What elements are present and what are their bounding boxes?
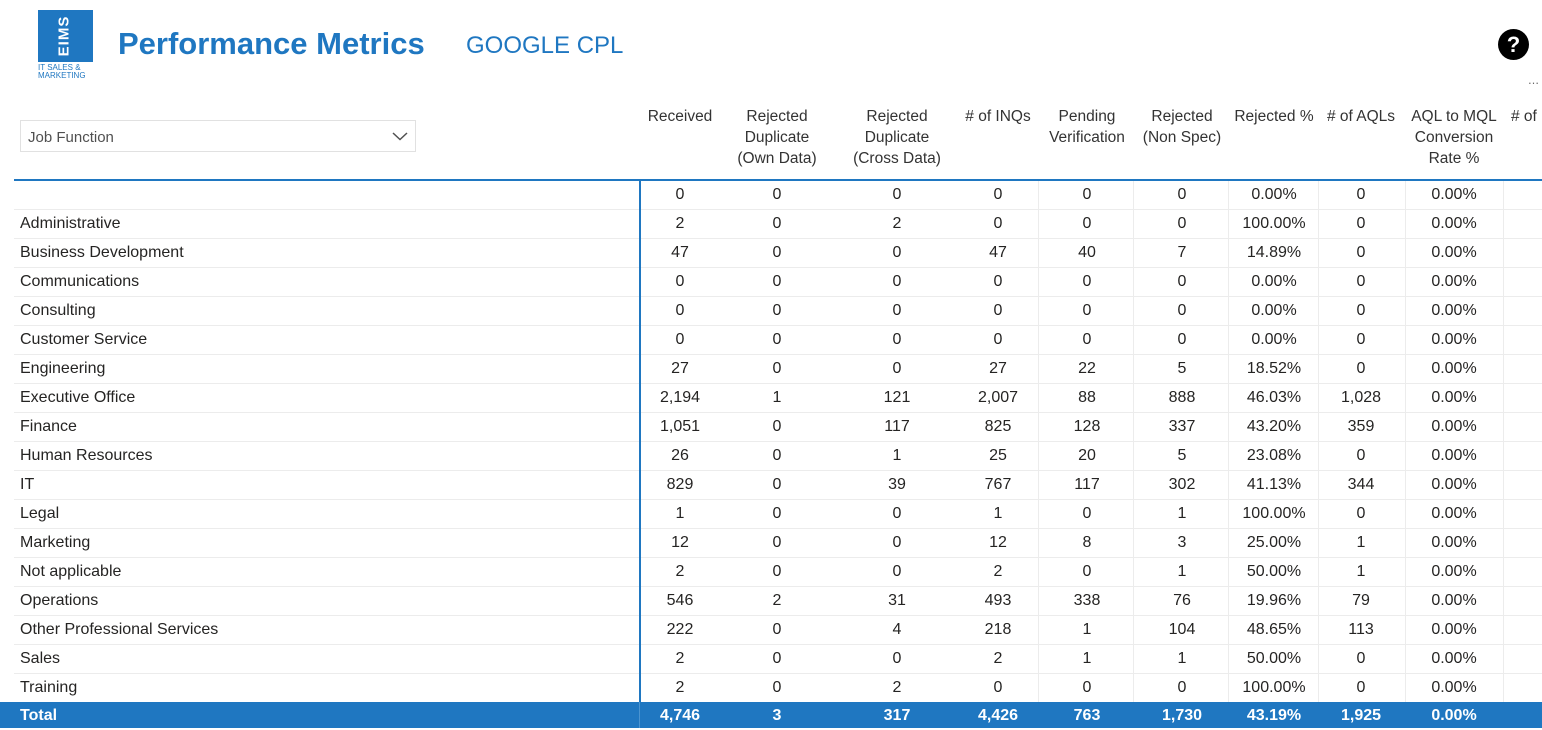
table-cell: 0	[1356, 215, 1366, 232]
row-label: Business Development	[20, 244, 184, 261]
row-label: Training	[20, 679, 78, 696]
table-cell: 0.00%	[1431, 534, 1477, 551]
table-cell: 40	[1078, 244, 1096, 261]
total-row	[0, 702, 1542, 728]
row-label: Communications	[20, 273, 140, 290]
table-cell: 767	[984, 476, 1012, 493]
table-row[interactable]	[14, 355, 1542, 384]
table-cell: 47	[989, 244, 1007, 261]
column-header-line: Pending	[1058, 108, 1116, 125]
table-cell: 39	[888, 476, 906, 493]
table-cell: 0	[772, 563, 782, 580]
total-cell: 763	[1073, 707, 1101, 724]
table-row[interactable]	[14, 674, 1542, 703]
table-cell: 4	[892, 621, 902, 638]
table-cell: 0	[1177, 215, 1187, 232]
table-cell: 0.00%	[1431, 476, 1477, 493]
table-cell: 0	[772, 476, 782, 493]
table-cell: 0	[1356, 273, 1366, 290]
table-cell: 2,007	[977, 389, 1019, 406]
table-cell: 7	[1177, 244, 1187, 261]
column-header-line: AQL to MQL	[1411, 108, 1497, 125]
column-header-line: Verification	[1049, 129, 1125, 146]
table-cell: 0	[1177, 331, 1187, 348]
table-cell: 1	[1177, 563, 1187, 580]
table-cell: 0.00%	[1431, 592, 1477, 609]
column-header-line: Conversion	[1414, 129, 1494, 146]
table-cell: 0	[892, 302, 902, 319]
column-header[interactable]	[1319, 106, 1404, 127]
table-cell: 337	[1168, 418, 1196, 435]
page-subtitle: GOOGLE CPL	[466, 32, 624, 59]
column-header[interactable]	[727, 106, 827, 169]
row-label: Sales	[20, 650, 61, 667]
table-cell: 5	[1177, 447, 1187, 464]
table-row[interactable]	[14, 384, 1542, 413]
table-cell: 117	[884, 418, 910, 435]
table-cell: 0	[892, 534, 902, 551]
table-cell: 50.00%	[1246, 650, 1302, 667]
table-cell: 0.00%	[1431, 389, 1477, 406]
table-cell: 1,051	[659, 418, 701, 435]
table-cell: 47	[671, 244, 689, 261]
table-cell: 0	[1356, 302, 1366, 319]
table-cell: 829	[666, 476, 694, 493]
table-cell: 0	[892, 360, 902, 377]
table-cell: 3	[1177, 534, 1187, 551]
table-cell: 1	[675, 505, 685, 522]
table-cell: 113	[1348, 621, 1374, 638]
table-cell: 0.00%	[1431, 505, 1477, 522]
table-cell: 0	[675, 273, 685, 290]
total-cell: 0.00%	[1431, 707, 1477, 724]
column-header-line: Rejected	[1151, 108, 1213, 125]
table-cell: 48.65%	[1246, 621, 1302, 638]
table-cell: 117	[1074, 476, 1100, 493]
table-cell: 0	[772, 273, 782, 290]
row-label: IT	[20, 476, 35, 493]
table-cell: 79	[1352, 592, 1370, 609]
table-cell: 0.00%	[1431, 273, 1477, 290]
table-cell: 5	[1177, 360, 1187, 377]
table-cell: 0	[892, 331, 902, 348]
table-cell: 0.00%	[1431, 360, 1477, 377]
table-cell: 0	[772, 302, 782, 319]
table-cell: 22	[1078, 360, 1096, 377]
table-cell: 0	[892, 186, 902, 203]
table-cell: 2	[892, 215, 902, 232]
table-cell: 18.52%	[1246, 360, 1302, 377]
column-header-line: Duplicate	[744, 129, 810, 146]
total-label: Total	[20, 707, 58, 724]
row-label: Engineering	[20, 360, 106, 377]
table-cell: 0	[1356, 447, 1366, 464]
table-cell: 0	[993, 186, 1003, 203]
table-cell: 0	[993, 302, 1003, 319]
column-header-line: (Non Spec)	[1142, 129, 1222, 146]
table-cell: 20	[1078, 447, 1096, 464]
column-header-line: Received	[647, 108, 713, 125]
table-row[interactable]	[14, 645, 1542, 674]
table-cell: 27	[671, 360, 689, 377]
column-header-line: # of INQs	[965, 108, 1031, 125]
table-cell: 0	[772, 679, 782, 696]
table-cell: 0.00%	[1431, 447, 1477, 464]
table-cell: 23.08%	[1246, 447, 1302, 464]
table-row[interactable]	[14, 297, 1542, 326]
column-header-line: # of	[1511, 108, 1537, 125]
row-header-separator	[639, 181, 641, 702]
table-cell: 1	[1082, 650, 1092, 667]
table-cell: 0	[892, 273, 902, 290]
table-cell: 2	[675, 650, 685, 667]
table-cell: 0.00%	[1431, 186, 1477, 203]
table-cell: 1,028	[1340, 389, 1382, 406]
table-cell: 0	[1177, 186, 1187, 203]
eims-logo	[38, 10, 93, 82]
table-cell: 100.00%	[1242, 215, 1306, 232]
row-label: Executive Office	[20, 389, 136, 406]
table-cell: 338	[1073, 592, 1101, 609]
table-cell: 0	[1356, 679, 1366, 696]
table-cell: 0	[1356, 244, 1366, 261]
table-cell: 0	[1177, 273, 1187, 290]
table-cell: 0	[772, 244, 782, 261]
table-cell: 302	[1168, 476, 1196, 493]
job-function-dropdown[interactable]	[20, 120, 416, 152]
row-label: Human Resources	[20, 447, 153, 464]
table-cell: 0.00%	[1431, 244, 1477, 261]
column-header[interactable]	[635, 106, 725, 127]
table-cell: 0	[772, 534, 782, 551]
logo-box	[38, 10, 93, 62]
logo-text: EIMS	[55, 15, 73, 57]
table-cell: 26	[671, 447, 689, 464]
table-cell: 0.00%	[1251, 331, 1297, 348]
logo-subtext	[38, 64, 98, 80]
table-cell: 825	[984, 418, 1012, 435]
table-cell: 50.00%	[1246, 563, 1302, 580]
table-cell: 2	[993, 563, 1003, 580]
table-cell: 1	[1356, 563, 1366, 580]
table-cell: 27	[989, 360, 1007, 377]
table-cell: 888	[1168, 389, 1196, 406]
table-cell: 0	[1082, 273, 1092, 290]
table-cell: 1	[1082, 621, 1092, 638]
table-cell: 100.00%	[1242, 679, 1306, 696]
table-cell: 0	[1356, 186, 1366, 203]
column-header[interactable]	[1511, 106, 1542, 127]
table-row[interactable]	[14, 587, 1542, 616]
column-header-line: (Own Data)	[737, 150, 817, 167]
row-label: Not applicable	[20, 563, 122, 580]
table-row[interactable]	[14, 413, 1542, 442]
table-cell: 2	[892, 679, 902, 696]
dropdown-label: Job Function	[28, 129, 114, 146]
column-header-line: (Cross Data)	[853, 150, 941, 167]
table-cell: 0	[772, 418, 782, 435]
page-title: Performance Metrics	[118, 26, 425, 61]
table-cell: 31	[888, 592, 906, 609]
table-row[interactable]	[14, 181, 1542, 210]
table-cell: 0.00%	[1251, 302, 1297, 319]
total-cell: 1,925	[1340, 707, 1382, 724]
column-header-line: Rate %	[1428, 150, 1480, 167]
table-cell: 0	[1177, 302, 1187, 319]
table-cell: 0.00%	[1251, 273, 1297, 290]
row-label: Legal	[20, 505, 60, 522]
table-cell: 0	[892, 563, 902, 580]
table-cell: 344	[1347, 476, 1375, 493]
table-cell: 0	[1356, 650, 1366, 667]
table-cell: 0	[772, 447, 782, 464]
column-header-line: Rejected	[866, 108, 928, 125]
table-cell: 0	[1082, 563, 1092, 580]
table-cell: 0	[772, 621, 782, 638]
table-cell: 2	[772, 592, 782, 609]
row-label: Marketing	[20, 534, 91, 551]
table-cell: 1	[892, 447, 902, 464]
table-cell: 0	[772, 215, 782, 232]
column-header[interactable]	[1227, 106, 1322, 127]
table-cell: 0	[1356, 505, 1366, 522]
table-cell: 1	[1177, 505, 1187, 522]
table-cell: 222	[666, 621, 694, 638]
column-header[interactable]	[953, 106, 1043, 127]
table-cell: 19.96%	[1246, 592, 1302, 609]
table-row[interactable]	[14, 471, 1542, 500]
more-options-icon[interactable]: …	[1528, 74, 1538, 87]
row-label: Administrative	[20, 215, 121, 232]
table-cell: 0.00%	[1431, 215, 1477, 232]
table-row[interactable]	[14, 239, 1542, 268]
table-row[interactable]	[14, 529, 1542, 558]
table-cell: 0.00%	[1431, 302, 1477, 319]
table-cell: 0	[993, 331, 1003, 348]
table-cell: 0	[675, 331, 685, 348]
table-cell: 0	[1082, 505, 1092, 522]
table-cell: 0	[1177, 679, 1187, 696]
column-header[interactable]	[1404, 106, 1504, 169]
table-cell: 0	[1082, 302, 1092, 319]
table-cell: 0.00%	[1251, 186, 1297, 203]
table-cell: 25	[989, 447, 1007, 464]
table-cell: 546	[666, 592, 694, 609]
total-cell: 43.19%	[1246, 707, 1302, 724]
total-cell: 4,426	[977, 707, 1019, 724]
table-cell: 0.00%	[1431, 650, 1477, 667]
table-cell: 128	[1073, 418, 1101, 435]
table-cell: 76	[1173, 592, 1191, 609]
table-cell: 25.00%	[1246, 534, 1302, 551]
table-cell: 0.00%	[1431, 331, 1477, 348]
row-label: Finance	[20, 418, 77, 435]
total-cell: 1,730	[1161, 707, 1203, 724]
table-cell: 0	[892, 505, 902, 522]
row-label: Operations	[20, 592, 99, 609]
table-cell: 493	[984, 592, 1012, 609]
table-cell: 218	[984, 621, 1012, 638]
table-cell: 1	[993, 505, 1003, 522]
table-cell: 1	[1356, 534, 1366, 551]
table-row[interactable]	[14, 442, 1542, 471]
column-header[interactable]	[837, 106, 957, 169]
table-cell: 0	[993, 215, 1003, 232]
column-header-line: Duplicate	[864, 129, 930, 146]
table-cell: 0.00%	[1431, 418, 1477, 435]
table-cell: 0	[1082, 215, 1092, 232]
table-cell: 0	[1356, 360, 1366, 377]
table-cell: 1	[772, 389, 782, 406]
table-cell: 0	[993, 273, 1003, 290]
table-cell: 2,194	[659, 389, 701, 406]
table-row[interactable]	[14, 326, 1542, 355]
table-row[interactable]	[14, 268, 1542, 297]
table-cell: 0	[1356, 331, 1366, 348]
total-cell: 317	[883, 707, 911, 724]
table-cell: 121	[883, 389, 911, 406]
table-cell: 100.00%	[1242, 505, 1306, 522]
table-cell: 0.00%	[1431, 621, 1477, 638]
table-cell: 0	[1082, 186, 1092, 203]
row-label: Other Professional Services	[20, 621, 219, 638]
table-cell: 0.00%	[1431, 563, 1477, 580]
table-cell: 0	[772, 186, 782, 203]
table-cell: 359	[1347, 418, 1375, 435]
table-cell: 0	[892, 244, 902, 261]
table-cell: 2	[993, 650, 1003, 667]
column-header-line: Rejected %	[1234, 108, 1314, 125]
table-cell: 0.00%	[1431, 679, 1477, 696]
table-cell: 0	[993, 679, 1003, 696]
table-cell: 2	[675, 215, 685, 232]
table-cell: 0	[675, 302, 685, 319]
table-cell: 46.03%	[1246, 389, 1302, 406]
table-cell: 0	[772, 360, 782, 377]
table-cell: 41.13%	[1246, 476, 1302, 493]
total-cell: 4,746	[659, 707, 701, 724]
table-cell: 2	[675, 679, 685, 696]
logo-subtext-line1: IT SALES &	[38, 63, 81, 72]
table-cell: 0	[1082, 679, 1092, 696]
table-cell: 0	[892, 650, 902, 667]
table-cell: 1	[1177, 650, 1187, 667]
table-row[interactable]	[14, 616, 1542, 645]
row-label: Consulting	[20, 302, 96, 319]
table-cell: 0	[1082, 331, 1092, 348]
table-cell: 12	[671, 534, 689, 551]
table-cell: 0	[772, 331, 782, 348]
table-cell: 14.89%	[1246, 244, 1302, 261]
help-icon[interactable]: ?	[1498, 29, 1529, 60]
table-row[interactable]	[14, 500, 1542, 529]
column-header[interactable]	[1137, 106, 1227, 148]
logo-subtext-line2: MARKETING	[38, 71, 86, 80]
table-cell: 0	[772, 505, 782, 522]
table-cell: 8	[1082, 534, 1092, 551]
table-body	[14, 181, 1542, 703]
column-header[interactable]	[1040, 106, 1135, 148]
column-header-line: Rejected	[746, 108, 808, 125]
table-cell: 12	[989, 534, 1007, 551]
table-cell: 2	[675, 563, 685, 580]
table-cell: 43.20%	[1246, 418, 1302, 435]
table-row[interactable]	[14, 558, 1542, 587]
total-cell: 3	[772, 707, 782, 724]
column-header-line: # of AQLs	[1326, 108, 1396, 125]
row-label: Customer Service	[20, 331, 148, 348]
table-cell: 0	[772, 650, 782, 667]
table-cell: 0	[675, 186, 685, 203]
chevron-down-icon	[391, 127, 409, 145]
table-row[interactable]	[14, 210, 1542, 239]
table-cell: 88	[1078, 389, 1096, 406]
table-cell: 104	[1168, 621, 1196, 638]
